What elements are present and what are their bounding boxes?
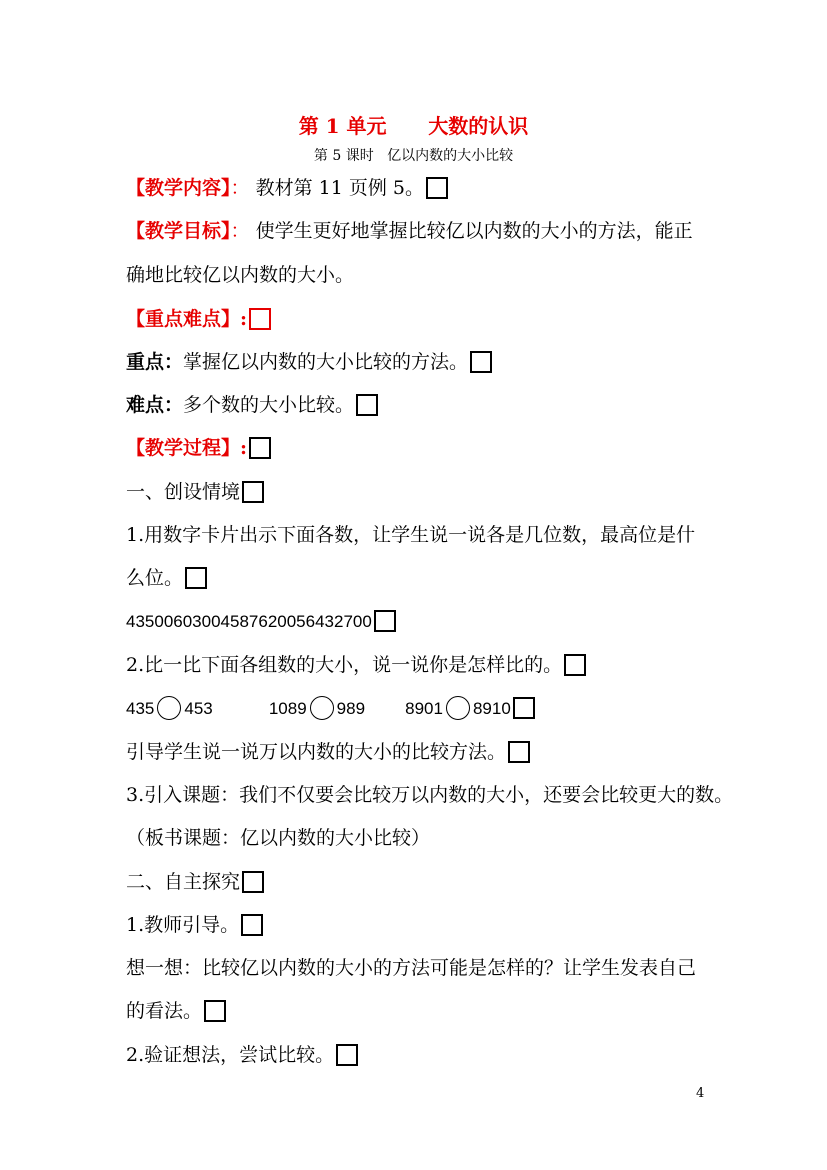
step-2-heading: 二、自主探究 bbox=[126, 871, 241, 893]
checkbox[interactable] bbox=[204, 1000, 226, 1022]
checkbox[interactable] bbox=[185, 567, 207, 589]
compare-circle-3[interactable] bbox=[446, 696, 470, 720]
checkbox[interactable] bbox=[249, 437, 271, 459]
compare-b-1: 453 bbox=[184, 699, 213, 718]
lesson-subtitle: 第 5 课时 亿以内数的大小比较 bbox=[313, 148, 514, 164]
think-text-2: 的看法。 bbox=[126, 1000, 203, 1022]
hard-point-label: 难点： bbox=[126, 394, 184, 416]
compare-circle-2[interactable] bbox=[310, 696, 334, 720]
board-line: （板书课题：亿以内数的大小比较） bbox=[126, 827, 431, 849]
step-1-1-text-2: 么位。 bbox=[126, 567, 184, 589]
checkbox[interactable] bbox=[374, 610, 396, 632]
checkbox[interactable] bbox=[249, 308, 271, 330]
checkbox[interactable] bbox=[470, 351, 492, 373]
compare-circle-1[interactable] bbox=[157, 696, 181, 720]
page-title: 第 1 单元 大数的认识 bbox=[298, 114, 529, 138]
checkbox[interactable] bbox=[241, 914, 263, 936]
step-2-line bbox=[126, 870, 264, 896]
guide-text: 引导学生说一说万以内数的大小的比较方法。 bbox=[126, 741, 507, 763]
teaching-process-label: 【教学过程】: bbox=[126, 437, 248, 459]
checkbox[interactable] bbox=[242, 481, 264, 503]
teaching-content-line bbox=[126, 176, 448, 202]
step-1-1-line-2 bbox=[126, 566, 207, 592]
numbers-row: 43500603004587620056432700 bbox=[126, 612, 372, 631]
step-2-2-text: 2.验证想法，尝试比较。 bbox=[126, 1044, 335, 1066]
teaching-goal-line bbox=[126, 219, 693, 245]
think-line-2 bbox=[126, 999, 226, 1025]
compare-a-3: 8901 bbox=[405, 699, 443, 718]
guide-line bbox=[126, 740, 530, 766]
teaching-goal-sep: ： bbox=[230, 220, 250, 242]
compare-a-1: 435 bbox=[126, 699, 155, 718]
compare-b-3: 8910 bbox=[472, 699, 511, 718]
teaching-goal-text: 使学生更好地掌握比较亿以内数的大小的方法，能正 bbox=[255, 220, 693, 242]
step-2-2-line bbox=[126, 1043, 358, 1069]
hard-point-text: 多个数的大小比较。 bbox=[183, 394, 355, 416]
compare-a-2: 1089 bbox=[268, 699, 307, 718]
step-1-heading: 一、创设情境 bbox=[126, 481, 241, 503]
step-1-line bbox=[126, 480, 264, 506]
key-difficult-line bbox=[126, 307, 271, 333]
step-1-2-line bbox=[126, 653, 586, 679]
compare-line bbox=[126, 696, 535, 722]
hard-point-line bbox=[126, 393, 378, 419]
step-2-1-text: 1.教师引导。 bbox=[126, 914, 240, 936]
checkbox[interactable] bbox=[336, 1044, 358, 1066]
step-1-3-line: 3.引入课题：我们不仅要会比较万以内数的大小，还要会比较更大的数。 bbox=[126, 784, 734, 806]
key-difficult-label: 【重点难点】: bbox=[126, 308, 248, 330]
step-1-1-line: 1.用数字卡片出示下面各数，让学生说一说各是几位数，最高位是什 bbox=[126, 524, 696, 546]
step-2-1-line bbox=[126, 913, 263, 939]
think-line: 想一想：比较亿以内数的大小的方法可能是怎样的？让学生发表自己 bbox=[126, 957, 697, 979]
checkbox[interactable] bbox=[513, 697, 535, 719]
checkbox[interactable] bbox=[564, 654, 586, 676]
teaching-content-sep: ： bbox=[230, 177, 250, 199]
key-point-label: 重点： bbox=[126, 351, 184, 373]
numbers-line bbox=[126, 609, 396, 635]
step-1-2-text: 2.比一比下面各组数的大小，说一说你是怎样比的。 bbox=[126, 654, 563, 676]
checkbox[interactable] bbox=[356, 394, 378, 416]
page-number: 4 bbox=[696, 1086, 705, 1101]
compare-b-2: 989 bbox=[336, 699, 366, 718]
checkbox[interactable] bbox=[242, 871, 264, 893]
teaching-goal-label: 【教学目标】 bbox=[126, 220, 231, 242]
teaching-goal-line-2: 确地比较亿以内数的大小。 bbox=[126, 264, 355, 286]
teaching-content-text: 教材第 11 页例 5。 bbox=[255, 177, 424, 199]
key-point-line bbox=[126, 350, 492, 376]
teaching-process-line bbox=[126, 436, 271, 462]
key-point-text: 掌握亿以内数的大小比较的方法。 bbox=[183, 351, 469, 373]
checkbox[interactable] bbox=[426, 177, 448, 199]
checkbox[interactable] bbox=[508, 741, 530, 763]
teaching-content-label: 【教学内容】 bbox=[126, 177, 231, 199]
